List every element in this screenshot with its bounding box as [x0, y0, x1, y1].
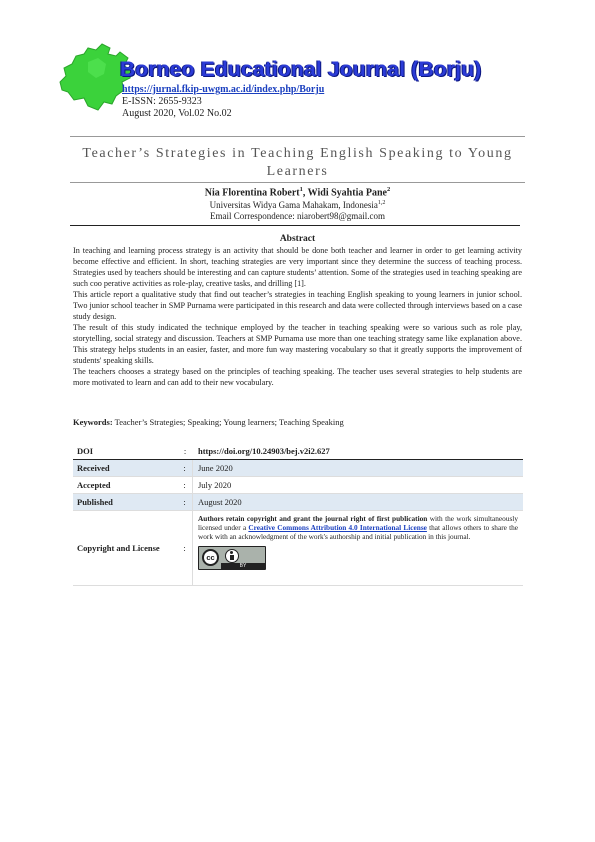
license-bold: Authors retain copyright and grant the journal right of first publication: [198, 514, 428, 523]
table-row-license: [73, 511, 523, 586]
abstract-paragraph: The result of this study indicated the technique employed by the teacher in teaching speaking were so various such as role play, storytelling, social strategy and discussion. Teachers at SMP Purnama use more than one teaching strategy same like explanation above. This strategy helps students in an easier, faster, and more fun way mastering vocabulary so that it greatly supports the improvement of students' speaking skills.: [73, 323, 522, 365]
accepted-value: July 2020: [198, 480, 232, 490]
table-row-accepted: [73, 477, 523, 494]
affiliation: [70, 200, 525, 210]
published-label: Published: [77, 497, 113, 507]
correspondence-email: Email Correspondence: niarobert98@gmail.com: [210, 211, 385, 221]
article-title: Teacher’s Strategies in Teaching English Speaking to Young Learners: [82, 146, 513, 179]
issn: E-ISSN: 2655-9323: [122, 96, 202, 107]
journal-name: Borneo Educational Journal (Borju): [120, 58, 482, 81]
author-1: Nia Florentina Robert: [204, 187, 300, 199]
table-row-received: [73, 460, 523, 477]
author-2: Widi Syahtia Pane: [307, 187, 387, 199]
abstract-paragraph: The teachers chooses a strategy based on the principles of teaching speaking. The teacher uses several strategies to help students are more motivated to learn and can add to their new vocabulary.: [73, 367, 522, 387]
received-label: Received: [77, 463, 110, 473]
accepted-label: Accepted: [77, 480, 111, 490]
author-2-affil: 2: [386, 186, 391, 193]
affiliation-marks: 1,2: [377, 200, 386, 206]
cc-icon: cc: [202, 549, 219, 566]
authors: [70, 186, 525, 198]
abstract-heading: Abstract: [279, 234, 316, 244]
license-link[interactable]: Creative Commons Attribution 4.0 International License: [248, 523, 427, 533]
author-separator: ,: [302, 187, 308, 199]
table-row-doi: [73, 443, 523, 460]
separator: :: [177, 477, 193, 493]
abstract-body: [73, 245, 522, 388]
keywords: [73, 417, 522, 427]
table-row-published: [73, 494, 523, 511]
journal-url-link[interactable]: https://jurnal.fkip-uwgm.ac.id/index.php/Borju: [122, 84, 325, 95]
license-text: [198, 514, 518, 542]
title-divider: [70, 182, 525, 183]
header-divider: [70, 136, 525, 137]
abstract-paragraph: In teaching and learning process strategy is an activity that should be done both teacher and learner in order to get learning activity become effective and efficient. In short, teaching strategies are very important since they determine the success of teaching process. Strategies used by teachers should be interesting and can capture students’ attention. Some of the strategies used in teaching speaking are such coo perative activities as role-play, creative tasks, and drilling [1].: [73, 246, 522, 288]
doi-value[interactable]: https://doi.org/10.24903/bej.v2i2.627: [198, 446, 330, 456]
keywords-label: Keywords:: [73, 417, 113, 427]
author-divider: [70, 225, 520, 226]
article-info-table: [73, 443, 523, 586]
license-text-1: with the work simultaneously licensed under a: [198, 514, 518, 533]
published-value: August 2020: [198, 497, 242, 507]
abstract-paragraph: This article report a qualitative study that find out teacher’s strategies in teaching English speaking to young learners in junior school. Two junior school teacher in SMP Purnama were participated in this research and data were collected through interviews based on a case study design.: [73, 290, 522, 321]
separator: :: [177, 511, 193, 585]
cc-by-badge[interactable]: [198, 546, 266, 570]
separator: :: [177, 494, 193, 510]
separator: :: [177, 460, 193, 476]
keywords-text: Teacher’s Strategies; Speaking; Young learners; Teaching Speaking: [112, 417, 344, 427]
issue-info: August 2020, Vol.02 No.02: [122, 108, 232, 119]
separator: :: [183, 446, 187, 456]
attribution-icon: [225, 549, 239, 563]
copyright-label: Copyright and License: [77, 543, 160, 553]
author-1-affil: 1: [299, 186, 303, 193]
license-cell: [193, 511, 523, 585]
doi-label: DOI: [77, 446, 94, 456]
license-text-2: that allows others to share the work with an acknowledgment of the work's authorship and initial publication in this journal.: [198, 523, 518, 542]
badge-by-label: BY: [221, 563, 265, 569]
received-value: June 2020: [198, 463, 233, 473]
affiliation-text: Universitas Widya Gama Mahakam, Indonesia: [209, 200, 378, 210]
